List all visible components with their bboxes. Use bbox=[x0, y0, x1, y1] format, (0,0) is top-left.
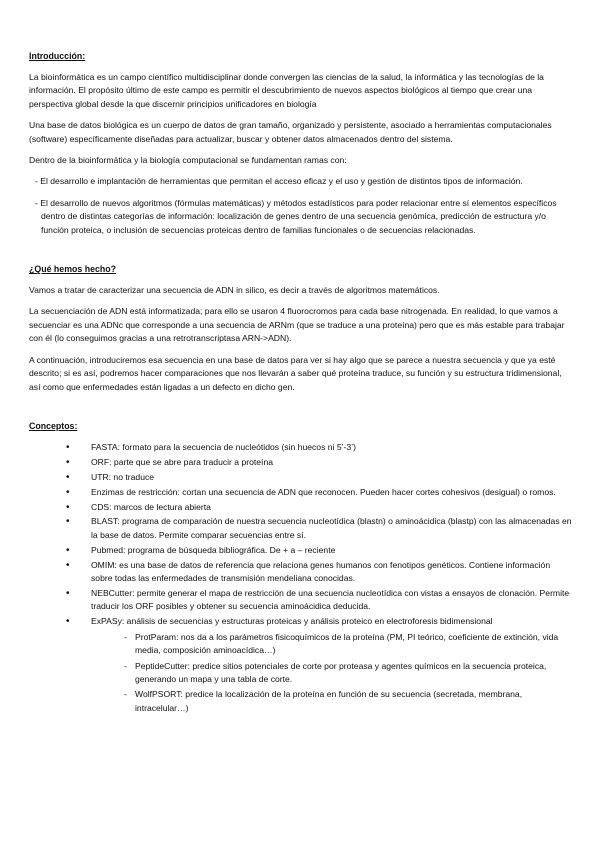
dash-list-item: - El desarrollo e implantación de herramientas que permitan el acceso eficaz y el uso y gestión de distintos tipos de información. bbox=[35, 176, 523, 187]
paragraph: Vamos a tratar de caracterizar una secuencia de ADN in silico, es decir a través de algoritmos matemáticos. bbox=[29, 285, 440, 296]
list-item: • Pubmed: programa de búsqueda bibliográfica. De + a – reciente bbox=[91, 544, 572, 557]
heading-conceptos: Conceptos: bbox=[29, 420, 78, 431]
list-item: • NEBCutter: permite generar el mapa de restricción de una secuencia nucleotídica con vistas a ensayos de clonación. Permite traducir los ORF posibles y obtener su secuencia aminoácidica deducida. bbox=[91, 587, 572, 614]
paragraph: La bioinformática es un campo científico multidisciplinar donde convergen las ciencias de la salud, la informática y las tecnologías de la información. El propósito último de este campo es permitir el descubrimiento de nuevos aspectos biológicos al tiempo que crear una perspectiva global desde la que discernir principios unificadores en biología bbox=[29, 72, 544, 109]
list-item: • UTR: no traduce bbox=[91, 471, 572, 484]
paragraph: La secuenciación de ADN está informatizada; para ello se usaron 4 fluorocromos para cada base nitrogenada. En realidad, lo que vamos a secuenciar es una ADNc que corresponde a una secuencia de ARNm (que se traduce a una proteína) pero que es más estable para trabajar con él (lo conseguimos gracias a una retrotranscriptasa ARN->ADN). bbox=[29, 306, 565, 344]
sublist-item: - PeptideCutter: predice sitios potenciales de corte por proteasa y agentes químicos en la secuencia proteica, generando un mapa y una tabla de corte. bbox=[135, 660, 572, 687]
dash-list-item: - El desarrollo de nuevos algoritmos (fórmulas matemáticas) y métodos estadísticos para poder relacionar entre sí elementos específicos dentro de distintas categorías de información: localización de genes dentro de una secuencia genómica, predicción de estructura y/o función proteica, o inclusión de secuencias proteicas dentro de familias funcionales o de secuencias relacionadas. bbox=[35, 197, 557, 235]
list-item: • Enzimas de restricción: cortan una secuencia de ADN que reconocen. Pueden hacer cortes cohesivos (desigual) o romos. bbox=[91, 486, 572, 499]
section-que-hemos-hecho bbox=[29, 263, 572, 394]
paragraph: A continuación, introduciremos esa secuencia en una base de datos para ver si hay algo que se parece a nuestra secuencia y que ya esté descrito; si es así, podremos hacer comparaciones que nos llevarán a saber qué proteína traduce, su función y su estructura tridimensional, así como que enfermedades están ligadas a un defecto en dicho gen. bbox=[29, 354, 562, 392]
sublist-item: - ProtParam: nos da a los parámetros fisicoquímicos de la proteína (PM, PI teórico, coeficiente de extinción, vida media, composición aminoacídica…) bbox=[135, 631, 572, 658]
paragraph: Una base de datos biológica es un cuerpo de datos de gran tamaño, organizado y persistente, asociado a herramientas computacionales (software) específicamente diseñadas para actualizar, buscar y obtener datos almacenados dentro del sistema. bbox=[29, 120, 552, 144]
concepts-list bbox=[29, 441, 572, 715]
sublist-item: - WolfPSORT: predice la localización de la proteína en función de su secuencia (secretada, membrana, intracelular…) bbox=[135, 688, 572, 715]
expasy-sublist bbox=[91, 631, 572, 715]
list-item: • BLAST: programa de comparación de nuestra secuencia nucleotídica (blastn) o aminoácidica (blastp) con las almacenadas en la base de datos. Permite comparar secuencias entre sí. bbox=[91, 515, 572, 542]
heading-introduccion: Introducción: bbox=[29, 51, 86, 61]
list-item: • FASTA: formato para la secuencia de nucleótidos (sin huecos ni 5’-3’) bbox=[91, 441, 572, 454]
list-item: • OMIM: es una base de datos de referencia que relaciona genes humanos con fenotipos genéticos. Contiene información sobre todas las enfermedades de transmisión mendeliana conocidas. bbox=[91, 559, 572, 586]
section-introduccion bbox=[29, 50, 572, 237]
list-item-expasy bbox=[91, 615, 572, 715]
list-item: • ORF: parte que se abre para traducir a proteína bbox=[91, 456, 572, 469]
list-item-label: ExPASy: análisis de secuencias y estructuras proteicas y análisis proteico en electroforesis bidimensional bbox=[91, 616, 493, 627]
list-item: • CDS: marcos de lectura abierta bbox=[91, 501, 572, 514]
paragraph: Dentro de la bioinformática y la biología computacional se fundamentan ramas con: bbox=[29, 155, 347, 166]
heading-que-hemos-hecho: ¿Qué hemos hecho? bbox=[29, 264, 117, 275]
section-conceptos bbox=[29, 420, 572, 715]
